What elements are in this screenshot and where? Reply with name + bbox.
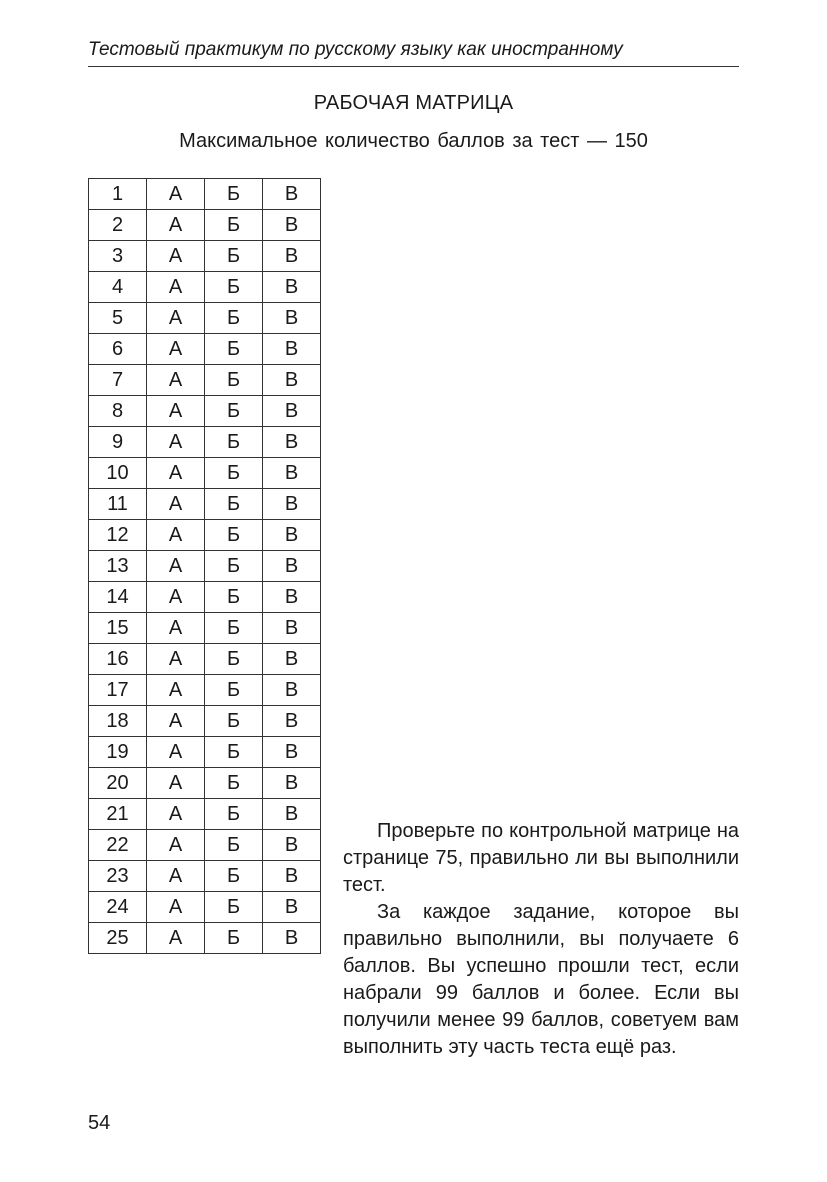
option-a-cell[interactable]: А <box>147 334 205 365</box>
option-a-cell[interactable]: А <box>147 551 205 582</box>
option-c-cell[interactable]: В <box>263 644 321 675</box>
answer-matrix <box>88 178 321 954</box>
question-number-cell: 3 <box>89 241 147 272</box>
option-c-cell[interactable]: В <box>263 551 321 582</box>
option-a-cell[interactable]: А <box>147 892 205 923</box>
question-number-cell: 14 <box>89 582 147 613</box>
option-c-cell[interactable]: В <box>263 241 321 272</box>
matrix-row <box>89 334 321 365</box>
option-a-cell[interactable]: А <box>147 520 205 551</box>
question-number-cell: 9 <box>89 427 147 458</box>
option-a-cell[interactable]: А <box>147 303 205 334</box>
option-a-cell[interactable]: А <box>147 396 205 427</box>
question-number-cell: 20 <box>89 768 147 799</box>
matrix-row <box>89 706 321 737</box>
option-c-cell[interactable]: В <box>263 210 321 241</box>
option-c-cell[interactable]: В <box>263 458 321 489</box>
matrix-row <box>89 210 321 241</box>
option-c-cell[interactable]: В <box>263 706 321 737</box>
option-c-cell[interactable]: В <box>263 365 321 396</box>
option-a-cell[interactable]: А <box>147 737 205 768</box>
option-c-cell[interactable]: В <box>263 768 321 799</box>
option-a-cell[interactable]: А <box>147 768 205 799</box>
matrix-row <box>89 520 321 551</box>
option-c-cell[interactable]: В <box>263 272 321 303</box>
option-b-cell[interactable]: Б <box>205 799 263 830</box>
option-c-cell[interactable]: В <box>263 613 321 644</box>
option-a-cell[interactable]: А <box>147 675 205 706</box>
option-a-cell[interactable]: А <box>147 706 205 737</box>
option-a-cell[interactable]: А <box>147 458 205 489</box>
option-b-cell[interactable]: Б <box>205 520 263 551</box>
matrix-row <box>89 768 321 799</box>
option-a-cell[interactable]: А <box>147 427 205 458</box>
option-b-cell[interactable]: Б <box>205 489 263 520</box>
matrix-row <box>89 675 321 706</box>
option-b-cell[interactable]: Б <box>205 396 263 427</box>
option-b-cell[interactable]: Б <box>205 582 263 613</box>
option-b-cell[interactable]: Б <box>205 830 263 861</box>
option-b-cell[interactable]: Б <box>205 365 263 396</box>
option-c-cell[interactable]: В <box>263 520 321 551</box>
option-c-cell[interactable]: В <box>263 830 321 861</box>
instructions-paragraph: За каждое задание, которое вы правильно выполнили, вы получаете 6 баллов. Вы успешно прошли тест, если набрали 99 баллов и более. Если вы получили менее 99 баллов, советуем вам выполнить эту часть теста ещё раз. <box>343 901 739 1058</box>
question-number-cell: 16 <box>89 644 147 675</box>
option-b-cell[interactable]: Б <box>205 861 263 892</box>
option-b-cell[interactable]: Б <box>205 644 263 675</box>
answer-matrix-body <box>89 179 321 954</box>
question-number-cell: 4 <box>89 272 147 303</box>
question-number-cell: 25 <box>89 923 147 954</box>
matrix-row <box>89 489 321 520</box>
option-c-cell[interactable]: В <box>263 861 321 892</box>
matrix-row <box>89 830 321 861</box>
option-b-cell[interactable]: Б <box>205 737 263 768</box>
matrix-row <box>89 551 321 582</box>
option-b-cell[interactable]: Б <box>205 334 263 365</box>
question-number-cell: 8 <box>89 396 147 427</box>
option-a-cell[interactable]: А <box>147 241 205 272</box>
option-c-cell[interactable]: В <box>263 303 321 334</box>
option-b-cell[interactable]: Б <box>205 923 263 954</box>
matrix-row <box>89 644 321 675</box>
instructions-paragraph: Проверьте по контрольной матрице на странице 75, правильно ли вы выполнили тест. <box>343 820 739 896</box>
page-subtitle: Максимальное количество баллов за тест — 150 <box>179 130 648 152</box>
matrix-row <box>89 923 321 954</box>
option-c-cell[interactable]: В <box>263 923 321 954</box>
question-number-cell: 15 <box>89 613 147 644</box>
matrix-row <box>89 241 321 272</box>
instructions <box>343 818 739 1061</box>
option-b-cell[interactable]: Б <box>205 551 263 582</box>
page-title: РАБОЧАЯ МАТРИЦА <box>313 92 514 114</box>
option-c-cell[interactable]: В <box>263 427 321 458</box>
option-b-cell[interactable]: Б <box>205 675 263 706</box>
question-number-cell: 18 <box>89 706 147 737</box>
question-number-cell: 21 <box>89 799 147 830</box>
matrix-row <box>89 365 321 396</box>
matrix-row <box>89 613 321 644</box>
page-number: 54 <box>88 1112 111 1134</box>
option-a-cell[interactable]: А <box>147 613 205 644</box>
matrix-row <box>89 861 321 892</box>
question-number-cell: 11 <box>89 489 147 520</box>
matrix-row <box>89 427 321 458</box>
running-head: Тестовый практикум по русскому языку как иностранному <box>88 38 739 67</box>
matrix-row <box>89 799 321 830</box>
matrix-row <box>89 737 321 768</box>
option-b-cell[interactable]: Б <box>205 768 263 799</box>
matrix-row <box>89 582 321 613</box>
matrix-row <box>89 396 321 427</box>
question-number-cell: 6 <box>89 334 147 365</box>
question-number-cell: 24 <box>89 892 147 923</box>
option-a-cell[interactable]: А <box>147 830 205 861</box>
option-c-cell[interactable]: В <box>263 582 321 613</box>
option-c-cell[interactable]: В <box>263 799 321 830</box>
matrix-row <box>89 458 321 489</box>
option-a-cell[interactable]: А <box>147 923 205 954</box>
option-a-cell[interactable]: А <box>147 365 205 396</box>
option-b-cell[interactable]: Б <box>205 272 263 303</box>
option-b-cell[interactable]: Б <box>205 210 263 241</box>
option-b-cell[interactable]: Б <box>205 179 263 210</box>
question-number-cell: 13 <box>89 551 147 582</box>
option-c-cell[interactable]: В <box>263 179 321 210</box>
option-b-cell[interactable]: Б <box>205 892 263 923</box>
option-a-cell[interactable]: А <box>147 861 205 892</box>
option-a-cell[interactable]: А <box>147 582 205 613</box>
option-b-cell[interactable]: Б <box>205 458 263 489</box>
option-a-cell[interactable]: А <box>147 272 205 303</box>
option-a-cell[interactable]: А <box>147 179 205 210</box>
option-c-cell[interactable]: В <box>263 396 321 427</box>
question-number-cell: 1 <box>89 179 147 210</box>
matrix-row <box>89 892 321 923</box>
question-number-cell: 10 <box>89 458 147 489</box>
option-a-cell[interactable]: А <box>147 644 205 675</box>
option-a-cell[interactable]: А <box>147 210 205 241</box>
option-b-cell[interactable]: Б <box>205 613 263 644</box>
question-number-cell: 23 <box>89 861 147 892</box>
option-c-cell[interactable]: В <box>263 489 321 520</box>
question-number-cell: 7 <box>89 365 147 396</box>
option-c-cell[interactable]: В <box>263 334 321 365</box>
option-b-cell[interactable]: Б <box>205 427 263 458</box>
option-b-cell[interactable]: Б <box>205 303 263 334</box>
question-number-cell: 19 <box>89 737 147 768</box>
option-b-cell[interactable]: Б <box>205 241 263 272</box>
matrix-row <box>89 179 321 210</box>
matrix-row <box>89 303 321 334</box>
option-a-cell[interactable]: А <box>147 489 205 520</box>
option-b-cell[interactable]: Б <box>205 706 263 737</box>
question-number-cell: 22 <box>89 830 147 861</box>
option-a-cell[interactable]: А <box>147 799 205 830</box>
matrix-row <box>89 272 321 303</box>
question-number-cell: 17 <box>89 675 147 706</box>
option-c-cell[interactable]: В <box>263 675 321 706</box>
option-c-cell[interactable]: В <box>263 737 321 768</box>
question-number-cell: 2 <box>89 210 147 241</box>
question-number-cell: 12 <box>89 520 147 551</box>
question-number-cell: 5 <box>89 303 147 334</box>
option-c-cell[interactable]: В <box>263 892 321 923</box>
